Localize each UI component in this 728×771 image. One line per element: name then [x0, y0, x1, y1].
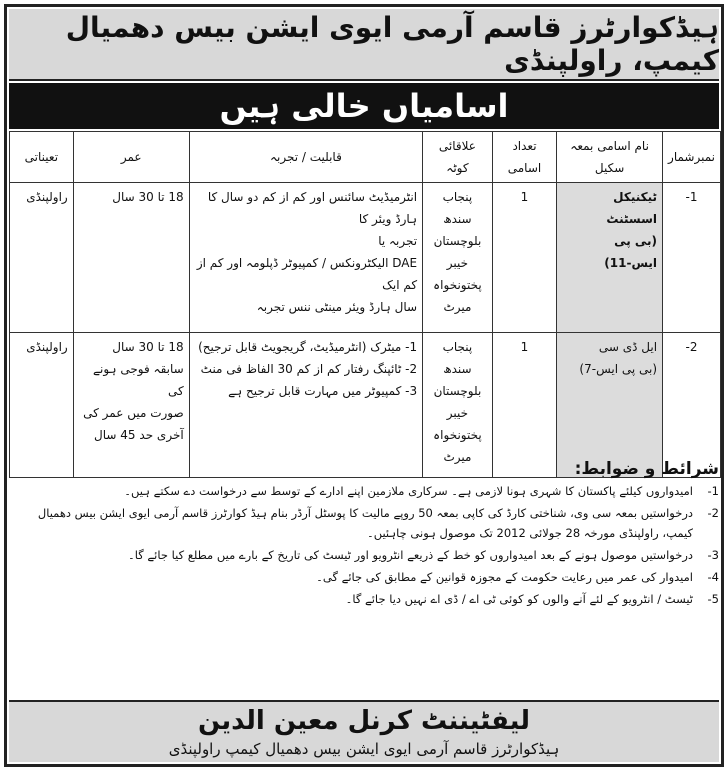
- count: 1: [492, 333, 556, 478]
- table-row: [10, 183, 721, 333]
- qualification-line: انٹرمیڈیٹ سائنس اور کم از کم دو سال کا ہارڈ ویئر کا: [207, 190, 418, 226]
- signatory-address: ہیڈکوارٹرز قاسم آرمی ایوی ایشن بیس دھمیال کیمپ راولپنڈی: [168, 740, 560, 758]
- quota-item: میرٹ: [443, 450, 472, 464]
- term-text: امیدوار کی عمر میں رعایت حکومت کے مجوزہ قوانین کے مطابق کی جائے گی۔: [316, 570, 693, 584]
- term-item: [13, 567, 719, 587]
- col-qualification: قابلیت / تجربہ: [189, 132, 422, 183]
- age-line: 18 تا 30 سال: [112, 340, 184, 354]
- qualification: [189, 183, 422, 333]
- qualification-line: 2- ٹائپنگ رفتار کم از کم 30 الفاظ فی منٹ: [200, 362, 418, 376]
- col-posting: تعیناتی: [10, 132, 74, 183]
- term-number: 2-: [707, 506, 719, 520]
- term-item: [13, 545, 719, 565]
- term-number: 5-: [707, 592, 719, 606]
- post-name: [557, 183, 663, 333]
- post-scale: (بی پی ایس-7): [579, 362, 658, 376]
- qualification-line: 1- میٹرک (انٹرمیڈیٹ، گریجویٹ قابل ترجیح): [198, 340, 418, 354]
- col-count: تعداد اسامی: [492, 132, 556, 183]
- quota: [423, 333, 493, 478]
- term-text: درخواستیں بمعہ سی وی، شناختی کارڈ کی کاپی بمعہ 50 روپے مالیت کا پوسٹل آرڈر بنام ہیڈ کوارٹرز قاسم آرمی ایوی ایشن بیس دھمیال کیمپ، راولپنڈی مورخہ 28 جولائی 2012 تک موصول ہونی چاہئیں۔: [37, 506, 693, 540]
- quota-item: پنجاب: [442, 190, 473, 204]
- post-title: ٹیکنیکل اسسٹنٹ: [606, 190, 658, 226]
- quota-item: سندھ: [443, 212, 472, 226]
- term-text: درخواستیں موصول ہونے کے بعد امیدواروں کو خط کے ذریعے انٹرویو اور ٹیسٹ کی تاریخ کے بارے میں مطلع کیا جائے گا۔: [128, 548, 693, 562]
- post-name: [557, 333, 663, 478]
- qualification-line: تجربہ یا: [378, 234, 418, 248]
- posting: راولپنڈی: [10, 333, 74, 478]
- serial: 2-: [663, 333, 721, 478]
- term-item: [13, 481, 719, 501]
- term-text: امیدواروں کیلئے پاکستان کا شہری ہونا لازمی ہے۔ سرکاری ملازمین اپنے ادارے کے توسط سے درخواست دے سکتے ہیں۔: [124, 484, 693, 498]
- table-row: [10, 333, 721, 478]
- age-line: 18 تا 30 سال: [112, 190, 184, 204]
- signature-block: [9, 700, 719, 762]
- vacancies-banner: اسامیاں خالی ہیں: [9, 83, 719, 129]
- quota-item: سندھ: [443, 362, 472, 376]
- signatory-name: لیفٹیننٹ کرنل معین الدین: [197, 706, 531, 736]
- header-title: ہیڈکوارٹرز قاسم آرمی ایوی ایشن بیس دھمیال کیمپ، راولپنڈی: [9, 9, 719, 81]
- job-advertisement: [4, 4, 724, 767]
- qualification-line: DAE الیکٹرونکس / کمپیوٹر ڈپلومہ اور کم از کم ایک: [196, 256, 418, 292]
- quota-item: پنجاب: [442, 340, 473, 354]
- term-item: [13, 503, 719, 543]
- term-number: 3-: [707, 548, 719, 562]
- age-line: سابقہ فوجی ہونے کی: [92, 362, 184, 398]
- table-header-row: [10, 132, 721, 183]
- post-scale: (بی پی ایس-11): [604, 234, 658, 270]
- age: [73, 183, 189, 333]
- age-line: صورت میں عمر کی: [83, 406, 184, 420]
- col-serial: نمبرشمار: [663, 132, 721, 183]
- quota-item: بلوچستان: [433, 234, 482, 248]
- terms-title: شرائط و ضوابط:: [574, 459, 719, 479]
- age: [73, 333, 189, 478]
- terms-section: [13, 459, 719, 609]
- quota: [423, 183, 493, 333]
- term-number: 4-: [707, 570, 719, 584]
- age-line: آخری حد 45 سال: [94, 428, 184, 442]
- qualification: [189, 333, 422, 478]
- col-quota: علاقائی کوٹہ: [423, 132, 493, 183]
- term-item: [13, 589, 719, 609]
- qualification-line: سال ہارڈ ویئر مینٹی ننس تجربہ: [256, 300, 418, 314]
- term-text: ٹیسٹ / انٹرویو کے لئے آنے والوں کو کوئی ٹی اے / ڈی اے نہیں دیا جائے گا۔: [345, 592, 693, 606]
- serial: 1-: [663, 183, 721, 333]
- quota-item: خیبر پختونخواہ: [433, 406, 482, 442]
- term-number: 1-: [707, 484, 719, 498]
- posting: راولپنڈی: [10, 183, 74, 333]
- col-post-name: نام اسامی بمعہ سکیل: [557, 132, 663, 183]
- col-age: عمر: [73, 132, 189, 183]
- quota-item: میرٹ: [443, 300, 472, 314]
- count: 1: [492, 183, 556, 333]
- quota-item: بلوچستان: [433, 384, 482, 398]
- vacancies-table: [9, 131, 721, 478]
- quota-item: خیبر پختونخواہ: [433, 256, 482, 292]
- post-title: ایل ڈی سی: [598, 340, 658, 354]
- qualification-line: 3- کمپیوٹر میں مہارت قابل ترجیح ہے: [228, 384, 418, 398]
